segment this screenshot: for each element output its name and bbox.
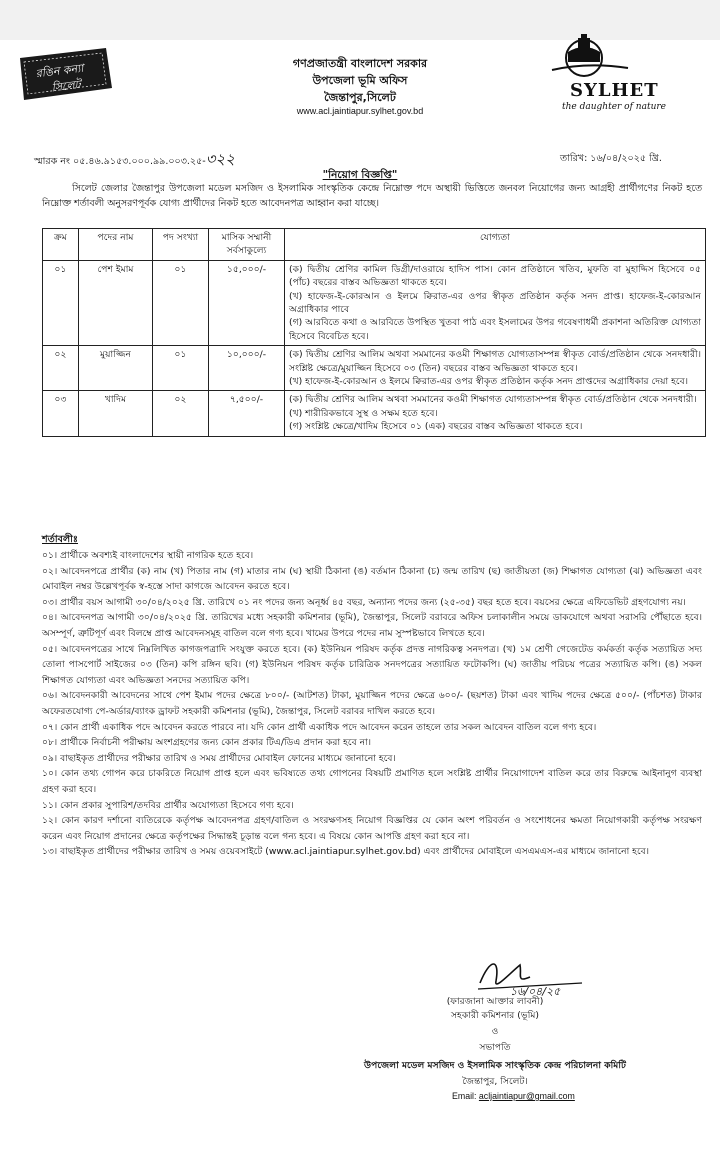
header-count: পদ সংখ্যা [153,229,209,261]
signature-date: ১৬/০৪/২৫ [510,985,561,998]
row-qualification [285,260,706,345]
condition-item: ০৬। আবেদনকারী আবেদনের সাথে পেশ ইমাম পদের ক্ষেত্রে ৮০০/- (আটশত) টাকা, মুয়াজ্জিন পদের ক্ষেত্রে ৬০০/- (ছয়শত) টাকা এবং খাদিম পদের ক্ষেত্রে ৫০০/- (পাঁচশত) টাকার অফেরতযোগ্য পে-অর্ডার/ব্যাংক ড্রাফট সহকারী কমিশনার (ভূমি), জৈন্তাপুর, সিলেট বরাবর দাখিল করতে হবে। [42,690,702,717]
memo-label: স্মারক নং ০৫.৪৬.৯১৫৩.০০০.৯৯.০০৩.২৫- [34,156,206,167]
memo-reference [34,148,235,173]
committee-location: জৈন্তাপুর, সিলেট। [462,1076,528,1087]
row-pay: ১০,০০০/- [209,346,285,391]
handwritten-signature [470,953,590,998]
condition-item: ০৯। বাছাইকৃত প্রার্থীদের পরীক্ষার তারিখ ও সময় প্রার্থীদের মোবাইল ফোনের মাধ্যমে জানানো হবে। [42,752,396,764]
condition-item: ০২। আবেদনপত্রে প্রার্থীর (ক) নাম (খ) পিতার নাম (গ) মাতার নাম (ঘ) স্থায়ী ঠিকানা (ঙ) বর্তমান ঠিকানা (চ) জন্ম তারিখ (ছ) জাতীয়তা (জ) শিক্ষাগত যোগ্যতা (ঝ) অভিজ্ঞতা এবং মোবাইল নম্বর উল্লেখপূর্বক স্ব-হস্তে সাদা কাগজে আবেদন করতে হবে। [42,565,702,593]
signatory-and: ও [491,1026,499,1037]
condition-item: ১২। কোন কারণ দর্শানো ব্যতিরেকে কর্তৃপক্ষ আবেদনপত্র গ্রহণ/বাতিল ও সংরক্ষণসহ নিয়োগ বিজ্ঞপ্তির যে কোন অংশ পরিবর্তন ও সংশোধনের ক্ষমতা নিয়োগকারী কর্তৃপক্ষ সংরক্ষণ করেন এবং নিয়োগ প্রদানের ক্ষেত্রে কর্তৃপক্ষের সিদ্ধান্তই চূড়ান্ত বলে গন্য হবে। এ বিষয়ে কোন আপত্তি গ্রহণ করা হবে না। [42,815,702,842]
row-count: ০১ [153,346,209,391]
table-row [43,346,706,391]
condition-item: ০৮। প্রার্থীকে নির্বাচনী পরীক্ষায় অংশগ্রহণের জন্য কোন প্রকার টিএ/ডিএ প্রদান করা হবে না। [42,737,372,749]
row-serial: ০২ [43,346,79,391]
rangin-konna-logo [14,44,118,104]
qualification-item: (ক) দ্বিতীয় শ্রেণির আলিম অথবা সমমানের কওমী শিক্ষাগত যোগ্যতাসম্পন্ন স্বীকৃত বোর্ড/প্রতিষ্ঠান থেকে সনদধারী। সংশ্লিষ্ট ক্ষেত্রে/মুয়াজ্জিন হিসেবে ০৩ (তিন) বছরের বাস্তব অভিজ্ঞতা থাকতে হবে। [289,349,701,374]
qualification-item: (খ) হাফেজ-ই-কোরআন ও ইলমে ক্বিরাত-এর ওপর স্বীকৃত প্রতিষ্ঠান কর্তৃক সনদ প্রাপ্তদের অগ্রাধিকার দেয়া হবে। [289,376,688,388]
condition-item: ০৩। প্রার্থীর বয়স আগামী ৩০/০৪/২০২৫ খ্রি. তারিখে ০১ নং পদের জন্য অনূর্ধ্ব ৪৫ বছর, অন্যান্য পদের জন্য (২৫-৩৫) বছর হতে হবে। বয়সের ক্ষেত্রে এফিডেভিট গ্রহণযোগ্য নয়। [42,596,686,608]
row-serial: ০১ [43,260,79,345]
condition-item: ০৭। কোন প্রার্থী একাধিক পদে আবেদন করতে পারবে না। যদি কোন প্রার্থী একাধিক পদে আবেদন করেন তাহলে তার সকল আবেদন বাতিল বলে গণ্য হবে। [42,721,597,733]
row-post: খাদিম [79,391,153,436]
left-logo-line2: সিলেট [50,77,82,95]
conditions-list [42,548,702,860]
condition-item: ১৩। বাছাইকৃত প্রার্থীদের পরীক্ষার তারিখ ও সময় ওয়েবসাইটে (www.acl.jaintiapur.sylhet.gov.bd) এবং প্রার্থীদের মোবাইলে এসএমএস-এর মাধ্যমে জানানো হবে। [42,846,650,858]
gov-name: গণপ্রজাতন্ত্রী বাংলাদেশ সরকার [292,57,428,70]
row-post: মুয়াজ্জিন [79,346,153,391]
row-serial: ০৩ [43,391,79,436]
condition-item: ০৪। আবেদনপত্র আগামী ৩০/০৪/২০২৫ খ্রি. তারিখের মধ্যে সহকারী কমিশনার (ভূমি), জৈন্তাপুর, সিলেট বরাবরে অফিস চলাকালীন সময়ে ডাকযোগে অথবা সরাসরি পৌঁছাতে হবে। অসম্পূর্ণ, ত্রুটিপূর্ণ এবং বিলম্বে প্রাপ্ত আবেদনসমূহ বাতিল বলে গণ্য হবে। খামের উপরে পদের নাম সুস্পষ্টভাবে লিখতে হবে। [42,612,702,639]
row-count: ০২ [153,391,209,436]
office-location: জৈন্তাপুর,সিলেট [324,91,396,104]
header-pay: মাসিক সম্মানী সর্বসাকুল্যে [209,229,285,261]
signatory-name: (ফারজানা আক্তার লাবনী) [446,996,544,1007]
signatory-role: সভাপতি [479,1042,511,1053]
table-row [43,391,706,436]
contact-email [452,1091,575,1101]
header-post: পদের নাম [79,229,153,261]
condition-item: ০১। প্রার্থীকে অবশ্যই বাংলাদেশের স্থায়ী নাগরিক হতে হবে। [42,550,254,561]
table-header-row [43,229,706,261]
row-qualification [285,346,706,391]
row-count: ০১ [153,260,209,345]
row-pay: ১৫,০০০/- [209,260,285,345]
office-website: www.acl.jaintiapur.sylhet.gov.bd [296,106,424,116]
notice-date: তারিখ: ১৬/০৪/২০২৫ খ্রি. [560,153,662,164]
qualification-item: (ক) দ্বিতীয় শ্রেণির কামিল ডিগ্রী/দাওরায়ে হাদিস পাস। কোন প্রতিষ্ঠানে খতিব, মুফতি বা মুহাদ্দিস হিসেবে ০৫ (পাঁচ) বছরের বাস্তব অভিজ্ঞতা থাকতে হবে। [289,263,701,289]
signatory-designation: সহকারী কমিশনার (ভূমি) [450,1010,540,1021]
office-name: উপজেলা ভূমি অফিস [312,74,408,87]
header-qualification: যোগ্যতা [285,229,706,261]
sylhet-emblem-icon [548,18,708,78]
table-row [43,260,706,345]
row-post: পেশ ইমাম [79,260,153,345]
condition-item: ০৫। আবেদনপত্রের সাথে নিম্নলিখিত কাগজপত্রাদি সংযুক্ত করতে হবে। (ক) ইউনিয়ন পরিষদ কর্তৃক প্রদত্ত নাগরিকত্ব সনদপত্র। (খ) ১ম শ্রেণী গেজেটেড কর্মকর্তা কর্তৃক সত্যায়িত সদ্য তোলা পাসপোর্ট সাইজের ০৩ (তিন) কপি রঙ্গিন ছবি। (গ) ইউনিয়ন পরিষদ কর্তৃক চারিত্রিক সনদপত্রের সত্যায়িত ফটোকপি। (ঘ) জাতীয় পরিচয় পত্রের সত্যায়িত কপি। (ঙ) সকল শিক্ষাগত যোগ্যতা এবং অভিজ্ঞতা সনদের সত্যায়িত কপি। [42,643,702,686]
notice-title: "নিয়োগ বিজ্ঞপ্তি" [322,169,398,181]
sylhet-logo [548,18,708,130]
qualification-item: (খ) হাফেজ-ই-কোরআন ও ইলমে ক্বিরাত-এর ওপর স্বীকৃত প্রতিষ্ঠান কর্তৃক সনদ প্রাপ্ত। হাফেজ-ই-কোরআন অগ্রাধিকার পাবে [289,290,701,316]
qualification-item: (খ) শারীরিকভাবে সুস্থ ও সক্ষম হতে হবে। [289,407,438,419]
row-qualification [285,391,706,436]
sylhet-logo-tagline: the daughter of nature [562,102,667,112]
qualification-item: (গ) সংশ্লিষ্ট ক্ষেত্রে/খাদিম হিসেবে ০১ (এক) বছরের বাস্তব অভিজ্ঞতা থাকতে হবে। [289,421,583,433]
vacancy-table [42,228,706,437]
committee-name: উপজেলা মডেল মসজিদ ও ইসলামিক সাংস্কৃতিক কেন্দ্র পরিচালনা কমিটি [363,1060,627,1071]
sylhet-logo-title: SYLHET [570,80,659,101]
left-logo-line1: রঙিন কন্যা [34,61,85,81]
intro-paragraph: সিলেট জেলার জৈন্তাপুর উপজেলা মডেল মসজিদ ও ইসলামিক সাংস্কৃতিক কেন্দ্রে নিম্নোক্ত পদে অস্থায়ী ভিত্তিতে জনবল নিয়োগের জন্য আগ্রহী প্রার্থীগণের নিকট হতে নিম্নোক্ত শর্তাবলী অনুসরণপূর্বক যোগ্য প্রার্থীদের নিকট হতে আবেদনপত্র আহ্বান করা যাচ্ছে। [42,183,702,209]
email-link[interactable]: acljaintiapur@gmail.com [478,1091,575,1101]
condition-item: ১১। কোন প্রকার সুপারিশ/তদবির প্রার্থীর অযোগ্যতা হিসেবে গণ্য হবে। [42,799,294,811]
memo-number: ৩২২ [205,150,235,168]
header-serial: ক্রম [43,229,79,261]
email-label: Email: [452,1091,477,1101]
condition-item: ১০। কোন তথ্য গোপন করে চাকরিতে নিয়োগ প্রাপ্ত হলে এবং ভবিষ্যতে তথ্য গোপনের বিষয়টি প্রমাণিত হলে সংশ্লিষ্ট প্রার্থীর নিয়োগাদেশ বাতিল করে তার বিরুদ্ধে আইনানুগ ব্যবস্থা গ্রহণ করা হবে। [42,768,702,795]
row-pay: ৭,৫০০/- [209,391,285,436]
conditions-heading: শর্তাবলীঃ [42,534,79,545]
qualification-item: (ক) দ্বিতীয় শ্রেণির আলিম অথবা সমমানের কওমী শিক্ষাগত যোগ্যতাসম্পন্ন স্বীকৃত বোর্ড/প্রতিষ্ঠান থেকে সনদধারী। [289,394,697,406]
qualification-item: (গ) আরবিতে কথা ও আরবিতে উপস্থিত খুতবা পাঠ এবং ইসলামের উপর গবেষণাধর্মী প্রকাশনা অতিরিক্ত যোগ্যতা হিসেবে বিবেচিত হবে। [289,317,701,342]
